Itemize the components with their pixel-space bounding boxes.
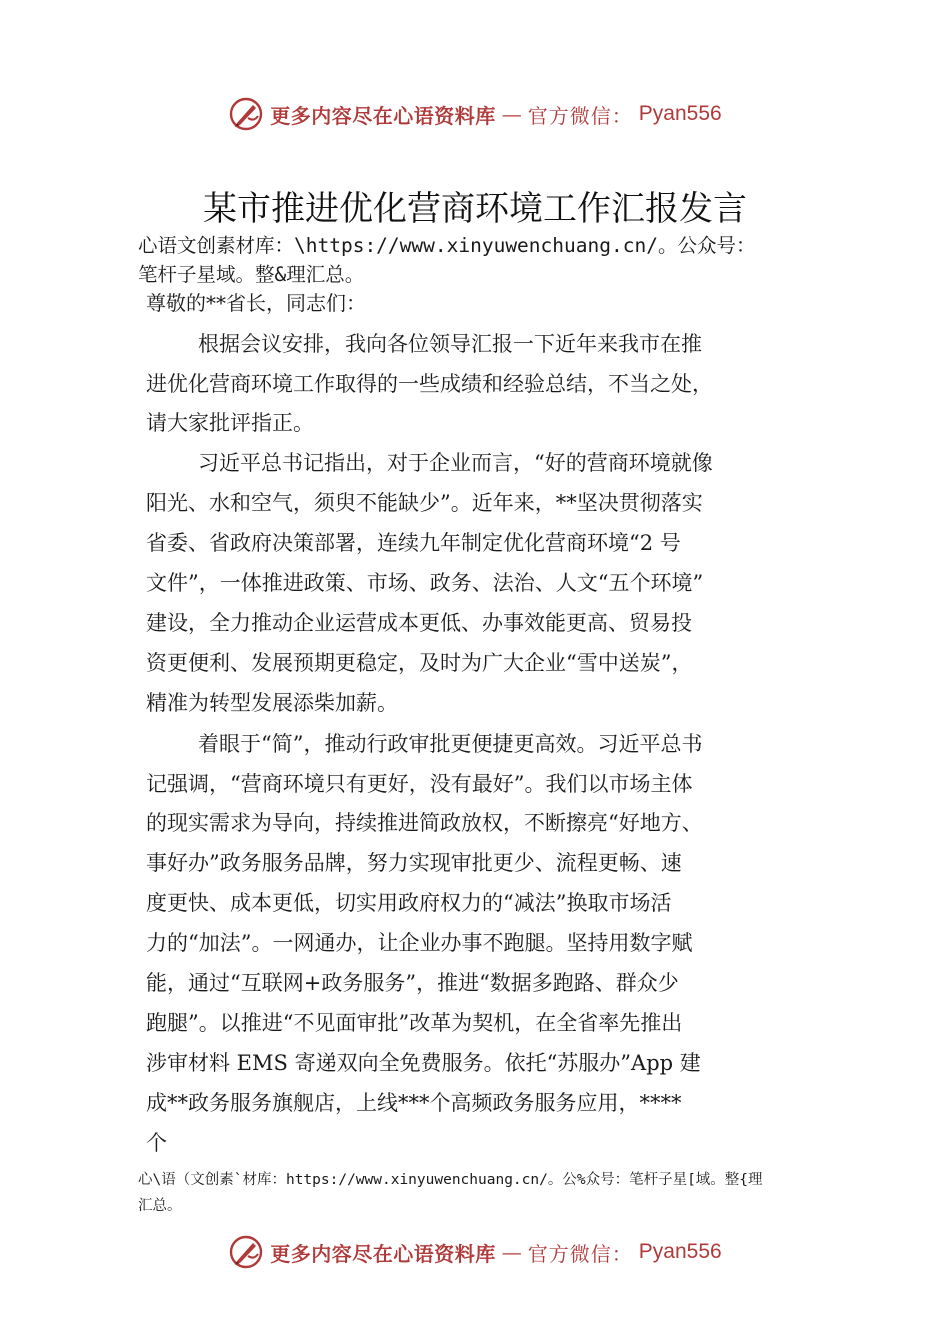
header-banner [0,94,950,134]
body-line: 精准为转型发展添柴加薪。 [146,691,398,715]
pen-nib-circle-logo [228,1234,264,1270]
body-line: 能，通过“互联网+政务服务”，推进“数据多跑路、群众少 [146,971,679,995]
body-line: 请大家批评指正。 [146,411,314,435]
body-line: 记强调，“营商环境只有更好，没有最好”。我们以市场主体 [146,772,693,796]
body-line: 习近平总书记指出，对于企业而言，“好的营商环境就像 [198,451,713,475]
banner-wechat-id: Pyan556 [638,1240,722,1263]
body-line: 的现实需求为导向，持续推进简政放权，不断擦亮“好地方、 [146,811,703,835]
body-line: 资更便利、发展预期更稳定，及时为广大企业“雪中送炭”， [146,651,693,675]
body-line: 根据会议安排，我向各位领导汇报一下近年来我市在推 [198,332,702,356]
salutation: 尊敬的**省长，同志们： [146,291,366,315]
footer-banner [0,1232,950,1272]
body-line: 着眼于“简”，推动行政审批更便捷更高效。习近平总书 [198,732,703,756]
banner-separator: — [501,102,522,126]
body-line: 省委、省政府决策部署，连续九年制定优化营商环境“2 号 [146,531,681,555]
body-line: 建设，全力推动企业运营成本更低、办事效能更高、贸易投 [146,611,692,635]
footer-note: 心\语（文创素`材库：https://www.xinyuwenchuang.cn/。公%众号：笔杆子星[域。整{理 [138,1172,763,1188]
banner-wechat-label: 官方微信： [527,1241,633,1266]
body-line: 事好办”政务服务品牌，努力实现审批更少、流程更畅、速 [146,851,682,875]
banner-lead-text: 更多内容尽在心语资料库 [270,1241,496,1266]
body-line: 文件”，一体推进政策、市场、政务、法治、人文“五个环境” [146,571,704,595]
body-line: 进优化营商环境工作取得的一些成绩和经验总结，不当之处， [146,372,713,396]
body-line: 个 [146,1131,167,1155]
document-title: 某市推进优化营商环境工作汇报发言 [203,189,747,229]
body-line: 度更快、成本更低，切实用政府权力的“减法”换取市场活 [146,891,672,915]
source-line: 心语文创素材库：\https://www.xinyuwenchuang.cn/。公众号： [138,234,756,257]
pen-nib-circle-logo [228,96,264,132]
source-line: 笔杆子星域。整&理汇总。 [138,263,365,286]
body-line: 力的“加法”。一网通办，让企业办事不跑腿。坚持用数字赋 [146,931,693,955]
banner-wechat-id: Pyan556 [638,102,722,125]
banner-separator: — [501,1240,522,1264]
footer-note: 汇总。 [138,1198,182,1214]
body-line: 成**政务服务旗舰店，上线***个高频政务服务应用，**** [146,1091,682,1115]
body-line: 跑腿”。以推进“不见面审批”改革为契机，在全省率先推出 [146,1011,683,1035]
body-line: 阳光、水和空气，须臾不能缺少”。近年来，**坚决贯彻落实 [146,491,703,515]
banner-wechat-label: 官方微信： [527,103,633,128]
banner-lead-text: 更多内容尽在心语资料库 [270,103,496,128]
body-line: 涉审材料 EMS 寄递双向全免费服务。依托“苏服办”App 建 [146,1051,701,1075]
